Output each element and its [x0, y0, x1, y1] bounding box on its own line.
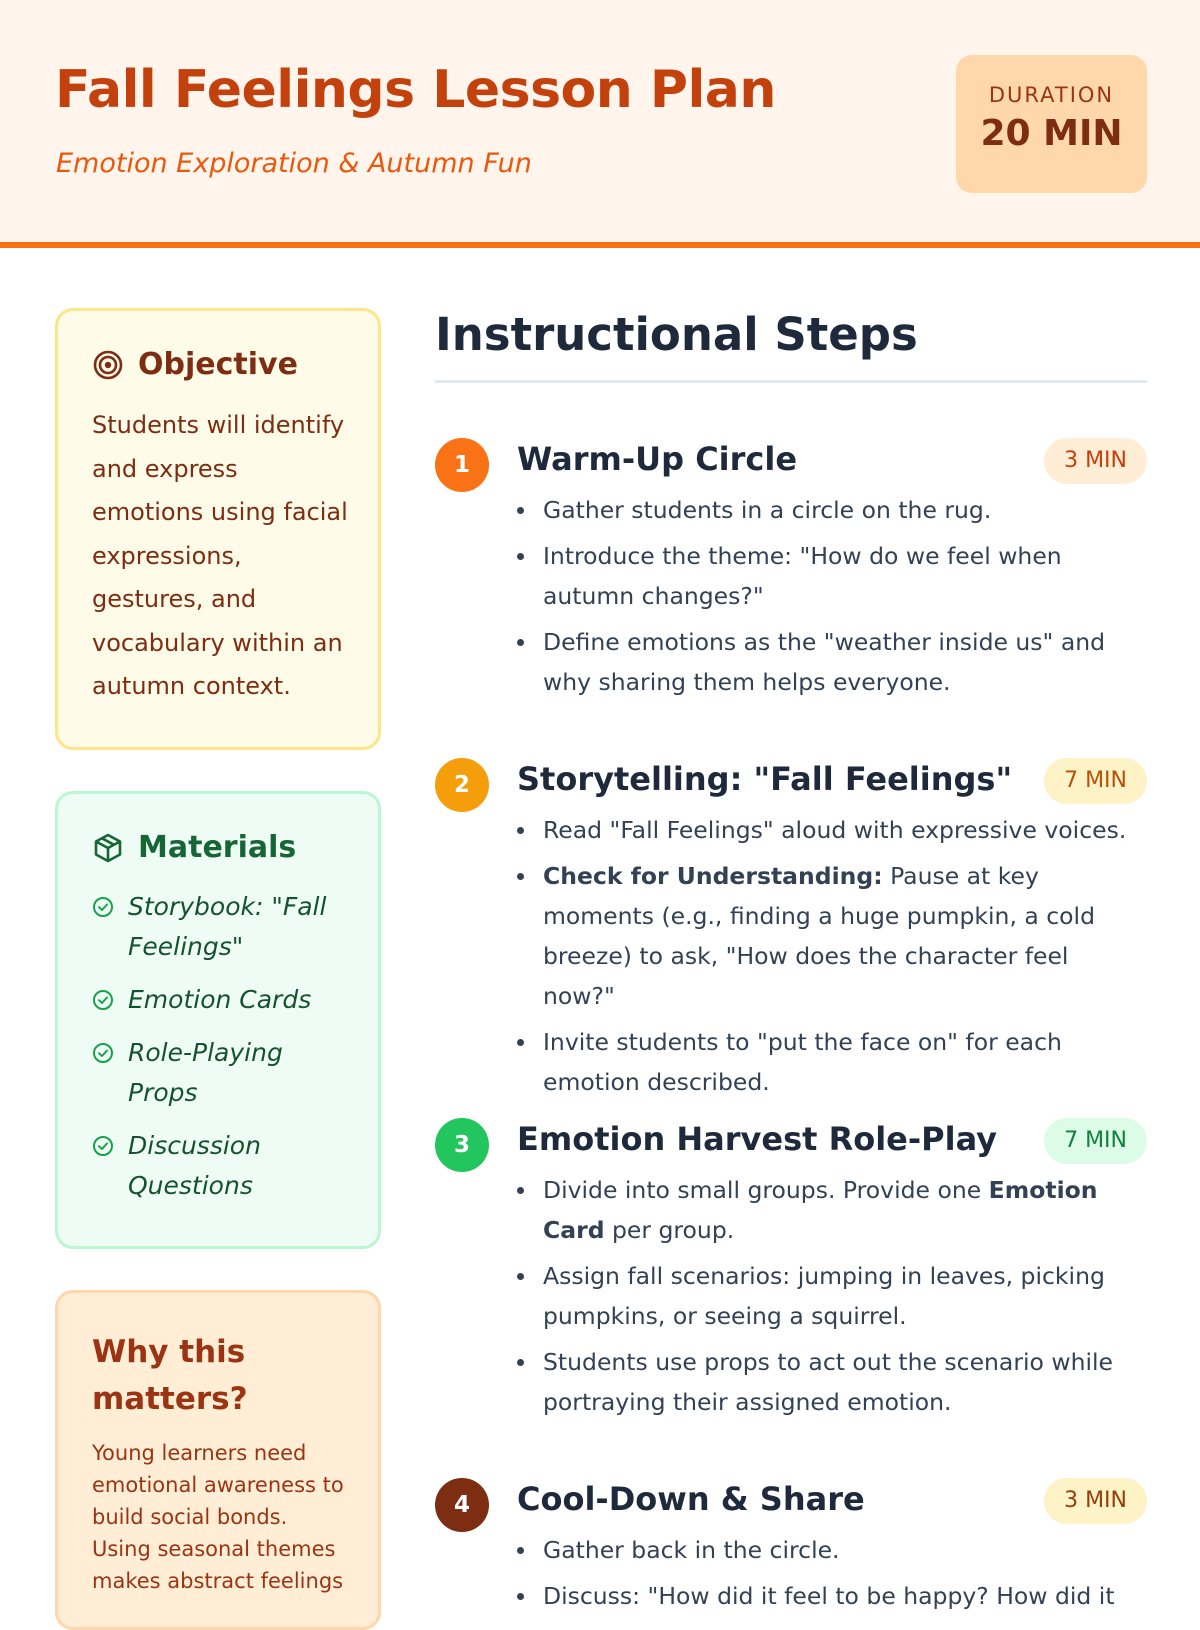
package-icon	[92, 832, 124, 864]
duration-badge	[956, 55, 1147, 193]
why-card	[55, 1290, 381, 1630]
step-number: 3	[435, 1118, 489, 1172]
steps-title: Instructional Steps	[435, 308, 918, 361]
list-item	[517, 1170, 1147, 1250]
page-subtitle: Emotion Exploration & Autumn Fun	[56, 148, 532, 179]
materials-title: Materials	[138, 830, 297, 865]
step-bullets	[517, 490, 1147, 708]
target-icon	[92, 349, 124, 381]
page-header	[0, 0, 1200, 248]
step-number: 4	[435, 1478, 489, 1532]
material-label: Emotion Cards	[128, 985, 312, 1014]
list-item: Gather students in a circle on the rug.	[517, 490, 1147, 530]
step-time-badge: 7 MIN	[1044, 758, 1147, 804]
objective-header	[92, 347, 348, 382]
duration-label: DURATION	[988, 83, 1115, 107]
step-title: Storytelling: "Fall Feelings"	[517, 760, 1013, 798]
bullet-bold: Check for Understanding:	[543, 862, 883, 890]
step-title: Cool-Down & Share	[517, 1480, 865, 1518]
materials-list	[92, 887, 348, 1206]
divider	[435, 380, 1147, 383]
list-item: Students use props to act out the scenario while portraying their assigned emotion.	[517, 1342, 1147, 1422]
step-number: 1	[435, 438, 489, 492]
duration-value: 20 MIN	[980, 113, 1123, 154]
list-item	[92, 980, 348, 1020]
page-title: Fall Feelings Lesson Plan	[55, 60, 776, 120]
step-time-badge: 7 MIN	[1044, 1118, 1147, 1164]
check-circle-icon	[92, 989, 114, 1011]
list-item	[92, 887, 348, 967]
bullet-text: Pause at key moments (e.g., finding a huge pumpkin, a cold breeze) to ask, "How does the character feel now?"	[543, 862, 1095, 1010]
list-item: Invite students to "put the face on" for each emotion described.	[517, 1022, 1147, 1102]
materials-header	[92, 830, 348, 865]
list-item	[92, 1033, 348, 1113]
check-circle-icon	[92, 1042, 114, 1064]
list-item: Discuss: "How did it feel to be happy? How did it	[517, 1576, 1147, 1616]
why-text: Young learners need emotional awareness to build social bonds. Using seasonal themes makes abstract feelings	[92, 1441, 344, 1593]
step-bullets	[517, 1530, 1147, 1622]
bullet-bold: Emotion Card	[543, 1176, 1098, 1244]
list-item: Introduce the theme: "How do we feel when autumn changes?"	[517, 536, 1147, 616]
check-circle-icon	[92, 896, 114, 918]
list-item	[92, 1126, 348, 1206]
step-number: 2	[435, 758, 489, 812]
list-item: Read "Fall Feelings" aloud with expressive voices.	[517, 810, 1147, 850]
materials-card	[55, 791, 381, 1249]
objective-text: Students will identify and express emotions using facial expressions, gestures, and vocabulary within an autumn context.	[92, 411, 348, 700]
bullet-text: Divide into small groups. Provide one	[543, 1176, 989, 1204]
bullet-text: per group.	[604, 1216, 735, 1244]
list-item: Gather back in the circle.	[517, 1530, 1147, 1570]
list-item	[517, 856, 1147, 1016]
step-bullets	[517, 810, 1147, 1108]
material-label: Role-Playing Props	[128, 1038, 283, 1107]
step-bullets	[517, 1170, 1147, 1428]
why-title: Why this matters?	[92, 1334, 248, 1417]
step-title: Emotion Harvest Role-Play	[517, 1120, 998, 1158]
check-circle-icon	[92, 1135, 114, 1157]
objective-card	[55, 308, 381, 750]
list-item: Define emotions as the "weather inside us" and why sharing them helps everyone.	[517, 622, 1147, 702]
step-time-badge: 3 MIN	[1044, 438, 1147, 484]
step-title: Warm-Up Circle	[517, 440, 798, 478]
material-label: Discussion Questions	[128, 1131, 261, 1200]
objective-title: Objective	[138, 347, 298, 382]
material-label: Storybook: "Fall Feelings"	[128, 892, 327, 961]
step-time-badge: 3 MIN	[1044, 1478, 1147, 1524]
list-item: Assign fall scenarios: jumping in leaves, picking pumpkins, or seeing a squirrel.	[517, 1256, 1147, 1336]
